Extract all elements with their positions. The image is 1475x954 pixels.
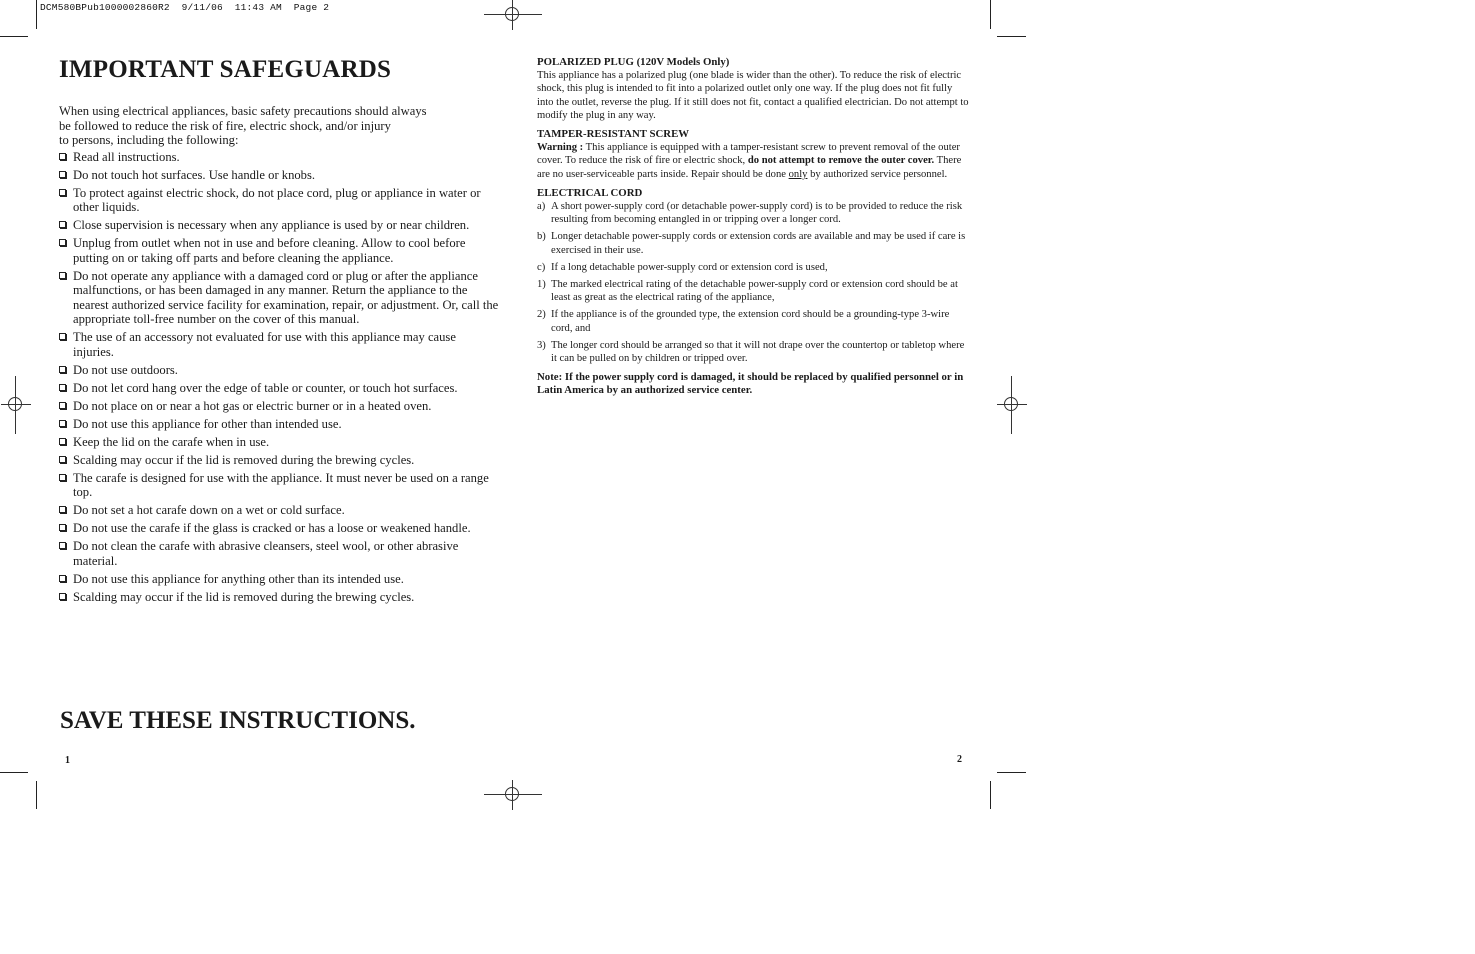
checkbox-bullet-icon — [59, 402, 66, 409]
cord-item: 3) The longer cord should be arranged so that it will not drape over the countertop or tabletop where it can be pulled on by children or tripped over. — [537, 339, 965, 365]
safeguard-item: Do not touch hot surfaces. Use handle or knobs. — [59, 168, 499, 183]
crop-mark — [36, 781, 37, 809]
crop-mark — [997, 36, 1026, 37]
registration-mark-left — [1, 376, 31, 434]
checkbox-bullet-icon — [59, 420, 66, 427]
safeguard-item: The carafe is designed for use with the appliance. It must never be used on a range top. — [59, 471, 499, 500]
safeguard-item: The use of an accessory not evaluated for use with this appliance may cause injuries. — [59, 330, 499, 359]
cord-item: c) If a long detachable power-supply cord or extension cord is used, — [537, 261, 828, 273]
checkbox-bullet-icon — [59, 593, 66, 600]
bold-warning: do not attempt to remove the outer cover. — [747, 155, 935, 167]
safeguard-item: Scalding may occur if the lid is removed during the brewing cycles. — [59, 453, 499, 468]
intro-paragraph — [59, 104, 499, 148]
safeguard-item: Do not use this appliance for anything other than its intended use. — [59, 572, 499, 587]
intro-line: be followed to reduce the risk of fire, electric shock, and/or injury — [59, 118, 391, 133]
cord-item: 1) The marked electrical rating of the detachable power-supply cord or extension cord should be at least as great as the electrical rating of the appliance, — [537, 279, 958, 304]
checkbox-bullet-icon — [59, 189, 66, 196]
tamper-screw-heading: TAMPER-RESISTANT SCREW — [537, 128, 690, 141]
checkbox-bullet-icon — [59, 474, 66, 481]
tamper-screw-text: Warning : This appliance is equipped with a tamper-resistant screw to prevent removal of the outer cover. To reduce the risk of fire or electric shock, do not attempt to remove the outer cover. There are no user-serviceable parts inside. Repair should be done only by authorized service personnel. — [537, 142, 962, 180]
polarized-plug-text: This appliance has a polarized plug (one blade is wider than the other). To reduce the risk of electric shock, this plug is intended to fit into a polarized outlet only one way. If the plug does not fit fully into the outlet, reverse the plug. If it still does not fit, contact a qualified electrician. Do not attempt to modify the plug in any way. — [537, 70, 969, 121]
power-cord-note: Note: If the power supply cord is damaged, it should be replaced by qualified personnel or in Latin America by an authorized service center. — [537, 371, 964, 397]
safeguard-item: Keep the lid on the carafe when in use. — [59, 435, 499, 450]
underlined-only: only — [788, 168, 808, 180]
right-page — [537, 56, 969, 398]
checkbox-bullet-icon — [59, 272, 66, 279]
registration-mark-bottom — [484, 780, 542, 810]
checkbox-bullet-icon — [59, 171, 66, 178]
safeguard-item: Do not use the carafe if the glass is cracked or has a loose or weakened handle. — [59, 521, 499, 536]
electrical-cord-section — [537, 187, 969, 365]
tamper-screw-section — [537, 128, 969, 181]
registration-mark-top — [484, 0, 542, 30]
safeguard-item: Do not place on or near a hot gas or electric burner or in a heated oven. — [59, 399, 499, 414]
safeguard-item: Unplug from outlet when not in use and before cleaning. Allow to cool before putting on or taking off parts and before cleaning the appliance. — [59, 236, 499, 265]
safeguard-item: Do not use outdoors. — [59, 363, 499, 378]
cord-item: 2) If the appliance is of the grounded type, the extension cord should be a grounding-type 3-wire cord, and — [537, 309, 950, 334]
print-slug-line: DCM580BPub1000002860R2 9/11/06 11:43 AM Page 2 — [40, 2, 330, 13]
checkbox-bullet-icon — [59, 153, 66, 160]
safeguard-item: Scalding may occur if the lid is removed during the brewing cycles. — [59, 590, 499, 605]
crop-mark — [990, 0, 991, 29]
cord-list — [537, 200, 969, 365]
safeguard-item: To protect against electric shock, do not place cord, plug or appliance in water or other liquids. — [59, 186, 499, 215]
checkbox-bullet-icon — [59, 524, 66, 531]
polarized-plug-section — [537, 56, 969, 122]
warning-label: Warning : — [537, 142, 584, 154]
crop-mark — [0, 772, 28, 773]
cord-item: b) Longer detachable power-supply cords or extension cords are available and may be used if care is exercised in their use. — [537, 231, 966, 256]
safeguard-item: Do not set a hot carafe down on a wet or cold surface. — [59, 503, 499, 518]
left-page — [59, 56, 499, 608]
checkbox-bullet-icon — [59, 542, 66, 549]
intro-line: When using electrical appliances, basic safety precautions should always — [59, 104, 427, 118]
crop-mark — [0, 36, 28, 37]
page-title: IMPORTANT SAFEGUARDS — [59, 56, 392, 83]
safeguard-item: Do not use this appliance for other than intended use. — [59, 417, 499, 432]
safeguard-item: Do not let cord hang over the edge of table or counter, or touch hot surfaces. — [59, 381, 499, 396]
page-number-right: 2 — [957, 754, 962, 765]
cord-item: a) A short power-supply cord (or detachable power-supply cord) is to be provided to reduce the risk resulting from becoming entangled in or tripping over a longer cord. — [537, 201, 963, 226]
intro-line: to persons, including the following: — [59, 133, 239, 147]
checkbox-bullet-icon — [59, 239, 66, 246]
crop-mark — [997, 772, 1026, 773]
crop-mark — [990, 781, 991, 809]
checkbox-bullet-icon — [59, 366, 66, 373]
checkbox-bullet-icon — [59, 438, 66, 445]
checkbox-bullet-icon — [59, 221, 66, 228]
checkbox-bullet-icon — [59, 333, 66, 340]
save-instructions-heading: SAVE THESE INSTRUCTIONS. — [60, 707, 416, 734]
page-number-left: 1 — [65, 755, 70, 766]
checkbox-bullet-icon — [59, 456, 66, 463]
safeguard-item: Do not clean the carafe with abrasive cleansers, steel wool, or other abrasive material. — [59, 539, 499, 568]
safeguard-item: Read all instructions. — [59, 150, 499, 165]
registration-mark-right — [997, 376, 1027, 434]
checkbox-bullet-icon — [59, 384, 66, 391]
checkbox-bullet-icon — [59, 575, 66, 582]
safeguards-list — [59, 150, 499, 605]
safeguard-item: Close supervision is necessary when any appliance is used by or near children. — [59, 218, 499, 233]
polarized-plug-heading: POLARIZED PLUG (120V Models Only) — [537, 56, 730, 68]
electrical-cord-heading: ELECTRICAL CORD — [537, 186, 643, 199]
checkbox-bullet-icon — [59, 506, 66, 513]
crop-mark — [36, 0, 37, 29]
safeguard-item: Do not operate any appliance with a damaged cord or plug or after the appliance malfunctions, or has been damaged in any manner. Return the appliance to the nearest authorized service facility for examination, repair, or adjustment. Or, call the appropriate toll-free number on the cover of this manual. — [59, 269, 499, 327]
